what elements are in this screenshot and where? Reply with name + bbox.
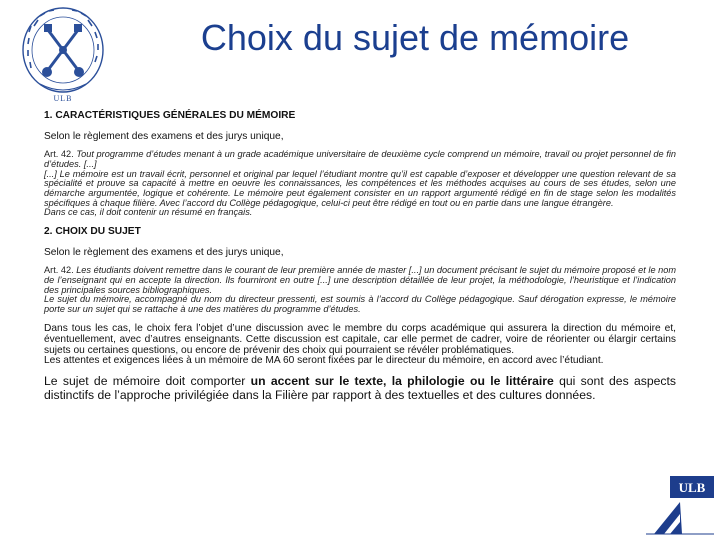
section-intro: Selon le règlement des examens et des jurys unique, bbox=[44, 246, 284, 258]
ulb-seal-icon bbox=[20, 4, 106, 104]
discussion-paragraph bbox=[44, 324, 676, 368]
article-line: Art. 42. Les étudiants doivent remettre dans le courant de leur première année de master [...] un document précisant le sujet du mémoire proposé et le nom de l’enseignant qui en accepte la direction. Ils fourniront en outre [...] une description détaillée de leur projet, la méthodologie, l’heuristique et l’indication des principales sources bibliographiques. bbox=[44, 265, 676, 295]
final-paragraph: Le sujet de mémoire doit comporter un accent sur le texte, la philologie ou le littéraire qui sont des aspects distinctifs de l’approche privilégiée dans la Filière par rapport à des textuelles et des cultures données. bbox=[44, 374, 676, 403]
svg-text:ULB: ULB bbox=[53, 94, 73, 103]
article-quote bbox=[44, 266, 676, 314]
article-line: Le sujet du mémoire, accompagné du nom du directeur pressenti, est soumis à l’accord du Collège pédagogique. Sauf dérogation expresse, le mémoire porte sur un sujet qui se rattache à une des matières du programme d’études. bbox=[44, 294, 676, 315]
emphasis-text: un accent sur le texte, la philologie ou le littéraire bbox=[250, 374, 554, 389]
article-quote bbox=[44, 150, 676, 218]
article-line: [...] Le mémoire est un travail écrit, personnel et original par lequel l’étudiant montre qu’il est capable d’exposer et développer une question relevant de sa spécialité et prouve sa capacité à mettre en oeuvre les connaissances, les compétences et les méthodes acquises au cours de ses études, selon une démarche argumentée, logique et cohérente. Le mémoire peut également consister en un rapport argumenté rédigé en fin de stage selon les modalités spécifiques à chaque filière. Avec l’accord du Collège pédagogique, celui-ci peut être rédigé en tout ou en partie dans une langue étrangère. bbox=[44, 168, 676, 208]
article-line: Art. 42. Tout programme d’études menant à un grade académique universitaire de deuxième cycle comprend un mémoire, travail ou projet personnel de fin d’études. [...] bbox=[44, 149, 676, 170]
section-heading: 2. CHOIX DU SUJET bbox=[44, 226, 141, 238]
article-line: Dans ce cas, il doit contenir un résumé en français. bbox=[44, 207, 253, 218]
page-title: Choix du sujet de mémoire bbox=[200, 17, 630, 58]
document-body bbox=[44, 110, 676, 403]
section-intro: Selon le règlement des examens et des jurys unique, bbox=[44, 130, 284, 142]
section-2 bbox=[44, 226, 676, 315]
article-ref: Art. 42. bbox=[44, 265, 74, 276]
paragraph-line: Dans tous les cas, le choix fera l’objet d’une discussion avec le membre du corps académique qui assurera la direction du mémoire et, éventuellement, avec d’autres enseignants. Cette discussion est capitale, car elle permet de cadrer, voire de réorienter ou élargir certains sujets ou certaines questions, ou encore de prévenir des choix qui pourraient se révéler problématiques. bbox=[44, 322, 676, 356]
article-ref: Art. 42. bbox=[44, 149, 74, 160]
ulb-logo-icon bbox=[644, 476, 714, 536]
paragraph-line: Les attentes et exigences liées à un mémoire de MA 60 seront fixées par le directeur du mémoire, en accord avec l’étudiant. bbox=[44, 355, 604, 367]
ulb-logo-text: ULB bbox=[678, 480, 706, 495]
section-heading: 1. CARACTÉRISTIQUES GÉNÉRALES DU MÉMOIRE bbox=[44, 110, 296, 121]
